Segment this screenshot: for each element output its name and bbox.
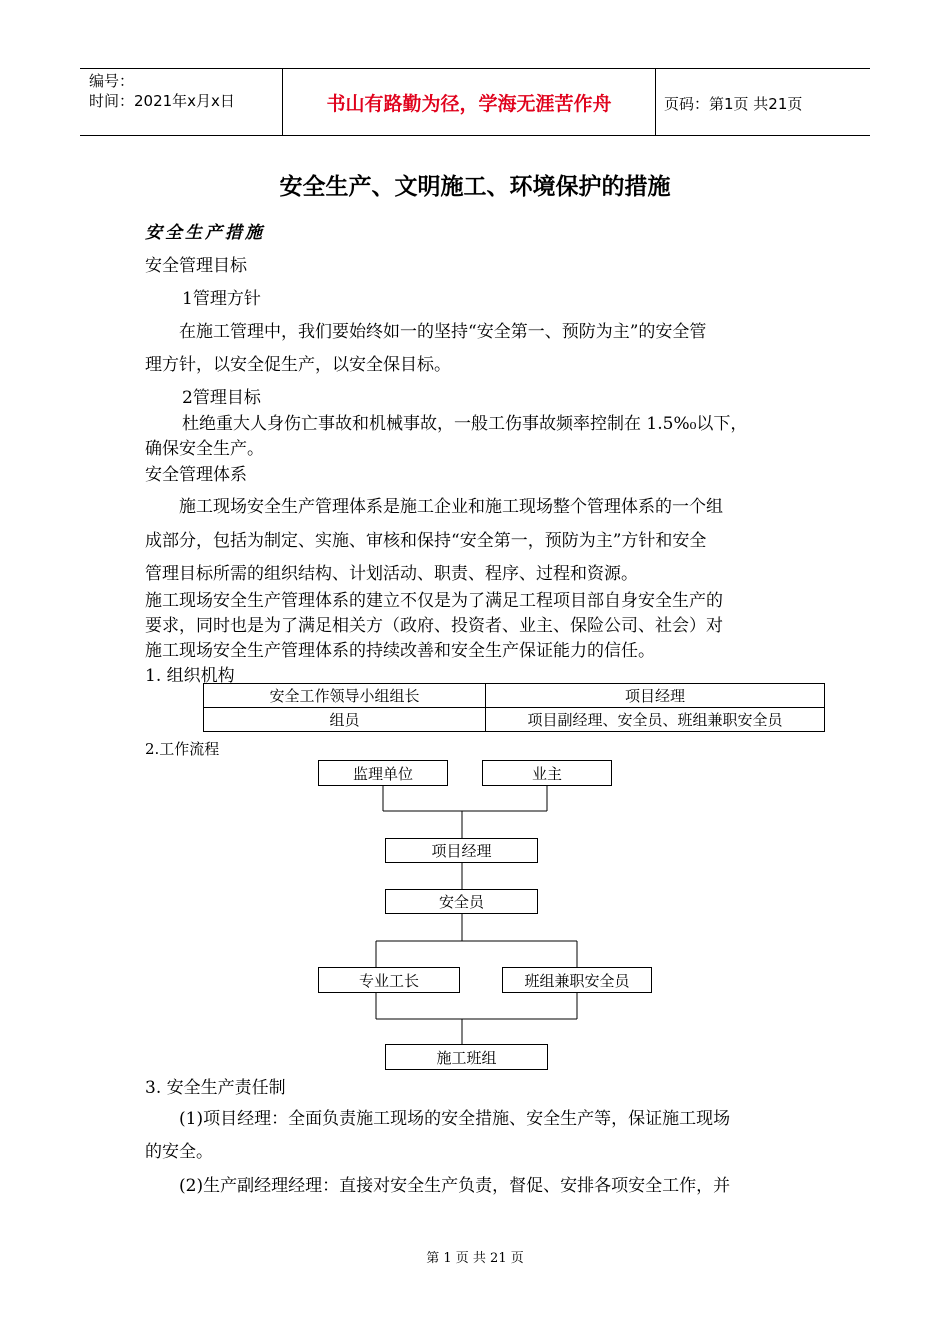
table-cell: 安全工作领导小组组长: [204, 684, 486, 708]
goal-text-line: 确保安全生产。: [145, 439, 264, 459]
policy-heading: 1管理方针: [182, 289, 261, 309]
time-label: 时间：2021年x月x日: [89, 92, 235, 110]
flow-box-safety-officer: 安全员: [385, 889, 538, 914]
table-cell: 项目经理: [486, 684, 825, 708]
flow-box-team-safety: 班组兼职安全员: [502, 967, 652, 993]
resp-text-line: 的安全。: [145, 1142, 213, 1162]
document-title: 安全生产、文明施工、环境保护的措施: [279, 173, 671, 200]
number-label: 编号：: [89, 72, 135, 90]
motto: 书山有路勤为径，学海无涯苦作舟: [326, 92, 612, 115]
flow-heading: 2.工作流程: [145, 740, 220, 758]
page-info: 页码：第1页 共21页: [664, 95, 803, 113]
table-cell: 组员: [204, 708, 486, 732]
policy-text-line: 理方针，以安全促生产，以安全保目标。: [145, 355, 451, 375]
section-heading: 安全生产措施: [145, 223, 265, 243]
system-text-line: 管理目标所需的组织结构、计划活动、职责、程序、过程和资源。: [145, 564, 638, 584]
flow-box-supervisor: 监理单位: [318, 760, 448, 786]
system-text-line: 施工现场安全生产管理体系的持续改善和安全生产保证能力的信任。: [145, 641, 655, 661]
system-text-line: 施工现场安全生产管理体系的建立不仅是为了满足工程项目部自身安全生产的: [145, 591, 723, 611]
resp-heading: 3. 安全生产责任制: [145, 1078, 286, 1098]
resp-text-line: (1)项目经理：全面负责施工现场的安全措施、安全生产等，保证施工现场: [179, 1109, 731, 1129]
table-cell: 项目副经理、安全员、班组兼职安全员: [486, 708, 825, 732]
page-footer: 第 1 页 共 21 页: [426, 1251, 524, 1266]
mgmt-goal-heading: 安全管理目标: [145, 256, 247, 276]
goal-heading: 2管理目标: [182, 388, 261, 408]
system-text-line: 成部分，包括为制定、实施、审核和保持“安全第一，预防为主”方针和安全: [145, 531, 707, 551]
goal-text-line: 杜绝重大人身伤亡事故和机械事故，一般工伤事故频率控制在 1.5%₀以下，: [182, 414, 748, 434]
policy-text-line: 在施工管理中，我们要始终如一的坚持“安全第一、预防为主”的安全管: [179, 322, 707, 342]
flow-box-crew: 施工班组: [385, 1044, 548, 1070]
flow-box-owner: 业主: [482, 760, 612, 786]
system-heading: 安全管理体系: [145, 465, 247, 485]
system-text-line: 要求，同时也是为了满足相关方（政府、投资者、业主、保险公司、社会）对: [145, 616, 723, 636]
resp-text-line: (2)生产副经理经理：直接对安全生产负责，督促、安排各项安全工作，并: [179, 1176, 731, 1196]
org-heading: 1. 组织机构: [145, 666, 235, 686]
system-text-line: 施工现场安全生产管理体系是施工企业和施工现场整个管理体系的一个组: [179, 497, 723, 517]
flow-box-project-manager: 项目经理: [385, 838, 538, 863]
flow-box-foreman: 专业工长: [318, 967, 460, 993]
